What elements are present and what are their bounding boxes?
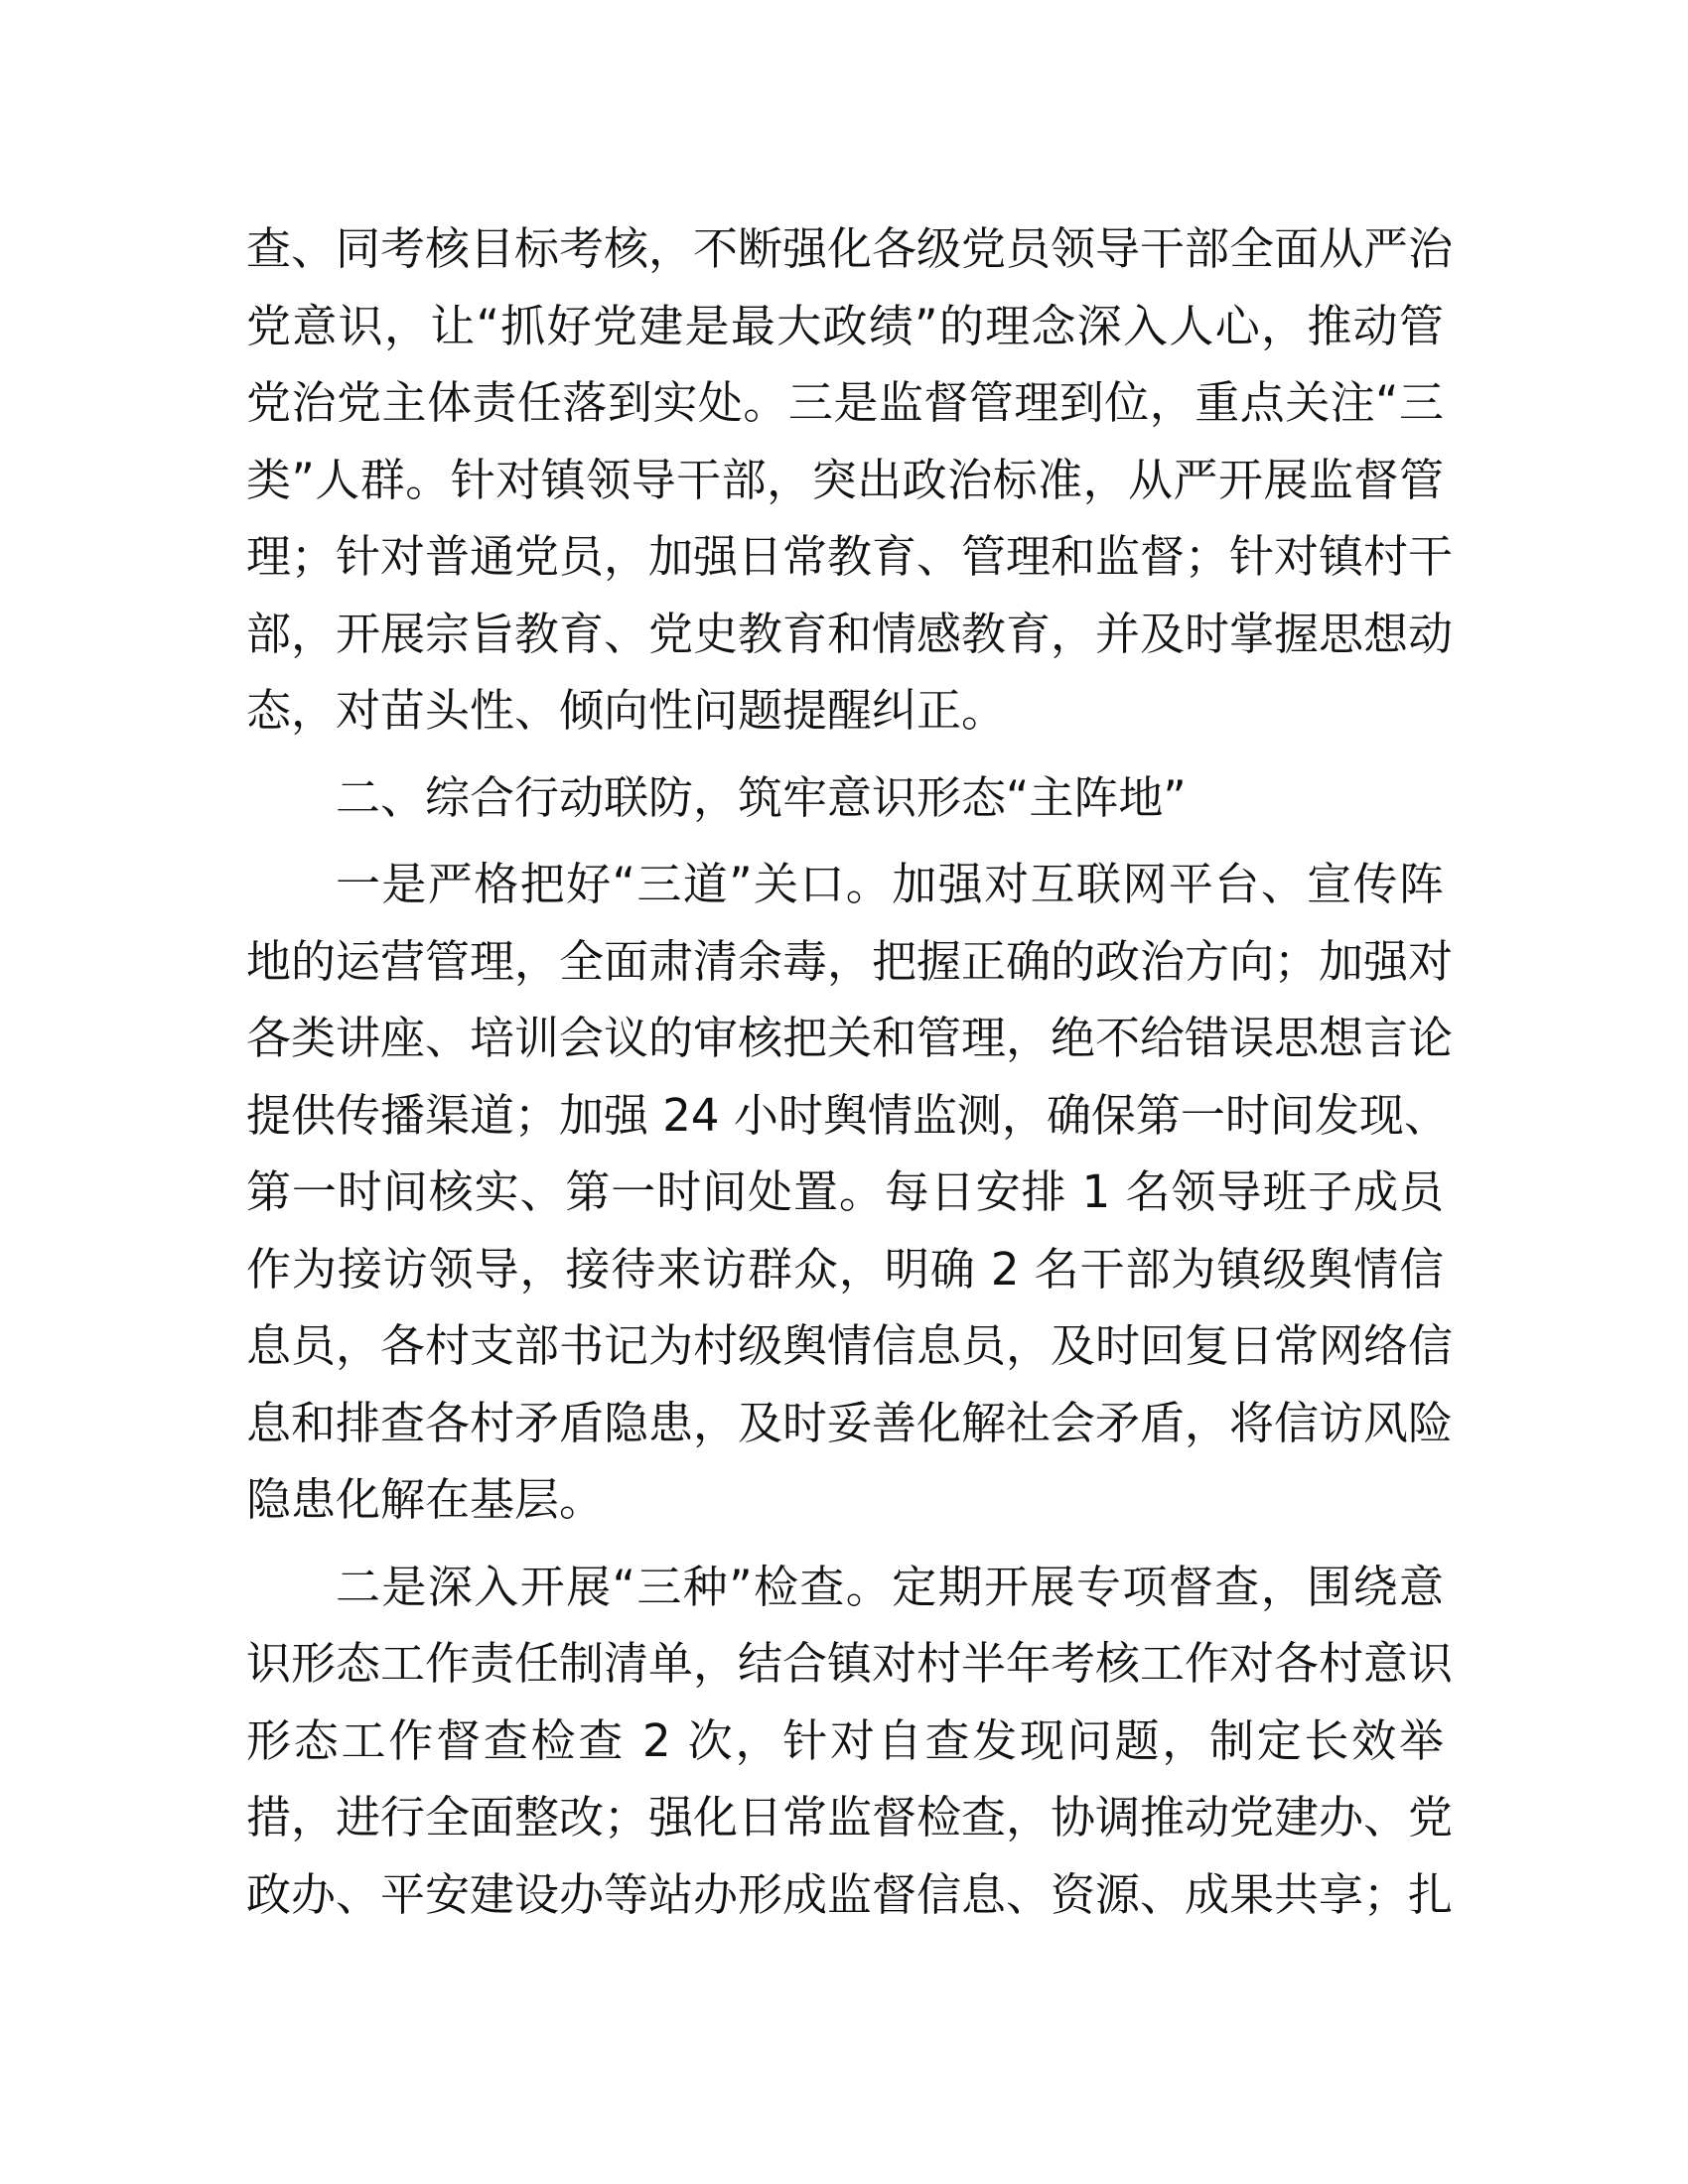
text-line: 党意识，让“抓好党建是最大政绩”的理念深入人心，推动管 [246,299,1444,352]
text-line: 地的运营管理，全面肃清余毒，把握正确的政治方向；加强对 [246,934,1454,988]
text-line: 各类讲座、培训会议的审核把关和管理，绝不给错误思想言论 [246,1012,1454,1064]
text-line: 态，对苗头性、倾向性问题提醒纠正。 [246,684,1007,737]
text-line: 部，开展宗旨教育、党史教育和情感教育，并及时掌握思想动 [246,607,1454,660]
text-line: 一是严格把好“三道”关口。加强对互联网平台、宣传阵 [336,858,1444,910]
text-line: 理；针对普通党员，加强日常教育、管理和监督；针对镇村干 [246,530,1454,583]
text-line: 作为接访领导，接待来访群众，明确 2 名干部为镇级舆情信 [246,1242,1444,1296]
text-line: 措，进行全面整改；强化日常监督检查，协调推动党建办、党 [246,1791,1454,1843]
text-line: 党治党主体责任落到实处。三是监督管理到位，重点关注“三 [246,376,1444,429]
text-line: 隐患化解在基层。 [246,1473,605,1526]
text-line: 第一时间核实、第一时间处置。每日安排 1 名领导班子成员 [246,1165,1444,1218]
text-line: 息员，各村支部书记为村级舆情信息员，及时回复日常网络信 [246,1319,1454,1372]
text-line: 提供传播渠道；加强 24 小时舆情监测，确保第一时间发现、 [246,1088,1449,1142]
text-line: 识形态工作责任制清单，结合镇对村半年考核工作对各村意识 [246,1637,1454,1690]
text-line: 形态工作督查检查 2 次，针对自查发现问题，制定长效举 [246,1713,1444,1767]
text-line: 政办、平安建设办等站办形成监督信息、资源、成果共享；扎 [246,1867,1454,1921]
text-line: 二是深入开展“三种”检查。定期开展专项督查，围绕意 [336,1560,1444,1613]
document-body [246,210,1454,1933]
text-line: 息和排查各村矛盾隐患，及时妥善化解社会矛盾，将信访风险 [246,1396,1454,1449]
section-heading: 二、综合行动联防，筑牢意识形态“主阵地” [336,770,1187,824]
text-line: 类”人群。针对镇领导干部，突出政治标准，从严开展监督管 [246,453,1444,506]
text-line: 查、同考核目标考核，不断强化各级党员领导干部全面从严治 [246,222,1454,275]
